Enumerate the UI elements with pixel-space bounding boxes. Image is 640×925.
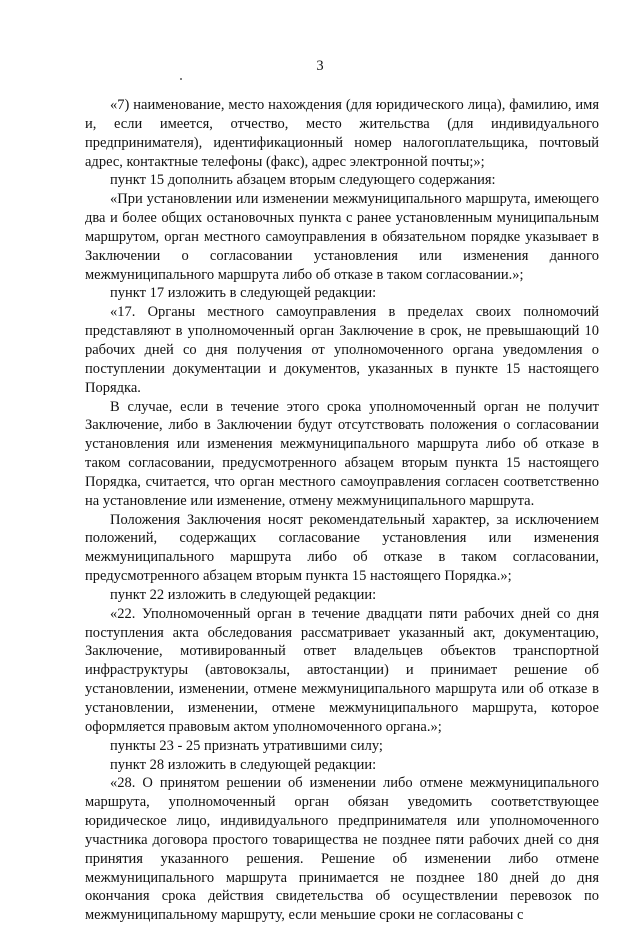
paragraph-amend-point-28: пункт 28 изложить в следующей редакции: — [110, 756, 377, 773]
scan-artifact-dot — [180, 78, 182, 80]
paragraph-point-17-text: «17. Органы местного самоуправления в пределах своих полномочий представляют в уполномоченный орган Заключение в срок, не превышающий 10 рабочих дней со дня получения от уполномоченного органа уведомления о поступлении документации и документов, указанных в пункте 15 настоящего Порядка. — [85, 304, 599, 396]
paragraph-points-23-25: пункты 23 - 25 признать утратившими силу; — [110, 737, 383, 754]
paragraph-amend-point-17: пункт 17 изложить в следующей редакции: — [110, 285, 377, 302]
paragraph-point-17-case: В случае, если в течение этого срока уполномоченный орган не получит Заключение, либо в Заключении будут отсутствовать положения о согласовании установления или изменения межмуниципального маршрута либо об отказе в таком согласовании, предусмотренного абзацем вторым пункта 15 настоящего Порядка, считается, что орган местного самоуправления согласен соответственно на установление или изменение, отмену межмуниципального маршрута. — [85, 398, 599, 509]
paragraph-point-22-text: «22. Уполномоченный орган в течение двадцати пяти рабочих дней со дня поступления акта обследования рассматривает указанный акт, документацию, Заключение, мотивированный ответ владельцев объектов транспортной инфраструктуры (автовокзалы, автостанции) и принимает решение об установлении, изменении, отмене межмуниципального маршрута или об отказе в установлении, изменении, отмене межмуниципального маршрута, которое оформляется правовым актом уполномоченного органа.»; — [85, 605, 599, 735]
paragraph-item-7: «7) наименование, место нахождения (для юридического лица), фамилию, имя и, если имеется, отчество, место жительства (для индивидуального предпринимателя), идентификационный номер налогоплательщика, почтовый адрес, контактные телефоны (факс), адрес электронной почты;»; — [85, 97, 599, 170]
paragraph-point-15-text: «При установлении или изменении межмуниципального маршрута, имеющего два и более общих остановочных пункта с ранее установленным муниципальным маршрутом, орган местного самоуправления в обязательном порядке указывает в Заключении о согласовании установления или изменения данного межмуниципального маршрута либо об отказе в таком согласовании.»; — [85, 191, 599, 283]
page-number: 3 — [316, 58, 324, 74]
document-body — [85, 96, 599, 925]
paragraph-amend-point-22: пункт 22 изложить в следующей редакции: — [110, 586, 377, 603]
paragraph-point-17-provisions: Положения Заключения носят рекомендательный характер, за исключением положений, содержащих согласование установления или изменения межмуниципального маршрута либо об отказе в таком согласовании, предусмотренного абзацем вторым пункта 15 настоящего Порядка.»; — [85, 511, 599, 585]
paragraph-amend-point-15: пункт 15 дополнить абзацем вторым следующего содержания: — [110, 172, 496, 189]
paragraph-point-28-text: «28. О принятом решении об изменении либо отмене межмуниципального маршрута, уполномоченный орган обязан уведомить соответствующее юридическое лицо, индивидуального предпринимателя или уполномоченного участника договора простого товарищества не позднее пяти рабочих дней со дня принятия указанного решения. Решение об изменении либо отмене межмуниципального маршрута принимается не позднее 180 дней до дня окончания срока действия свидетельства об осуществлении перевозок по межмуниципальному маршруту, если меньшие сроки не согласованы с — [85, 775, 599, 924]
